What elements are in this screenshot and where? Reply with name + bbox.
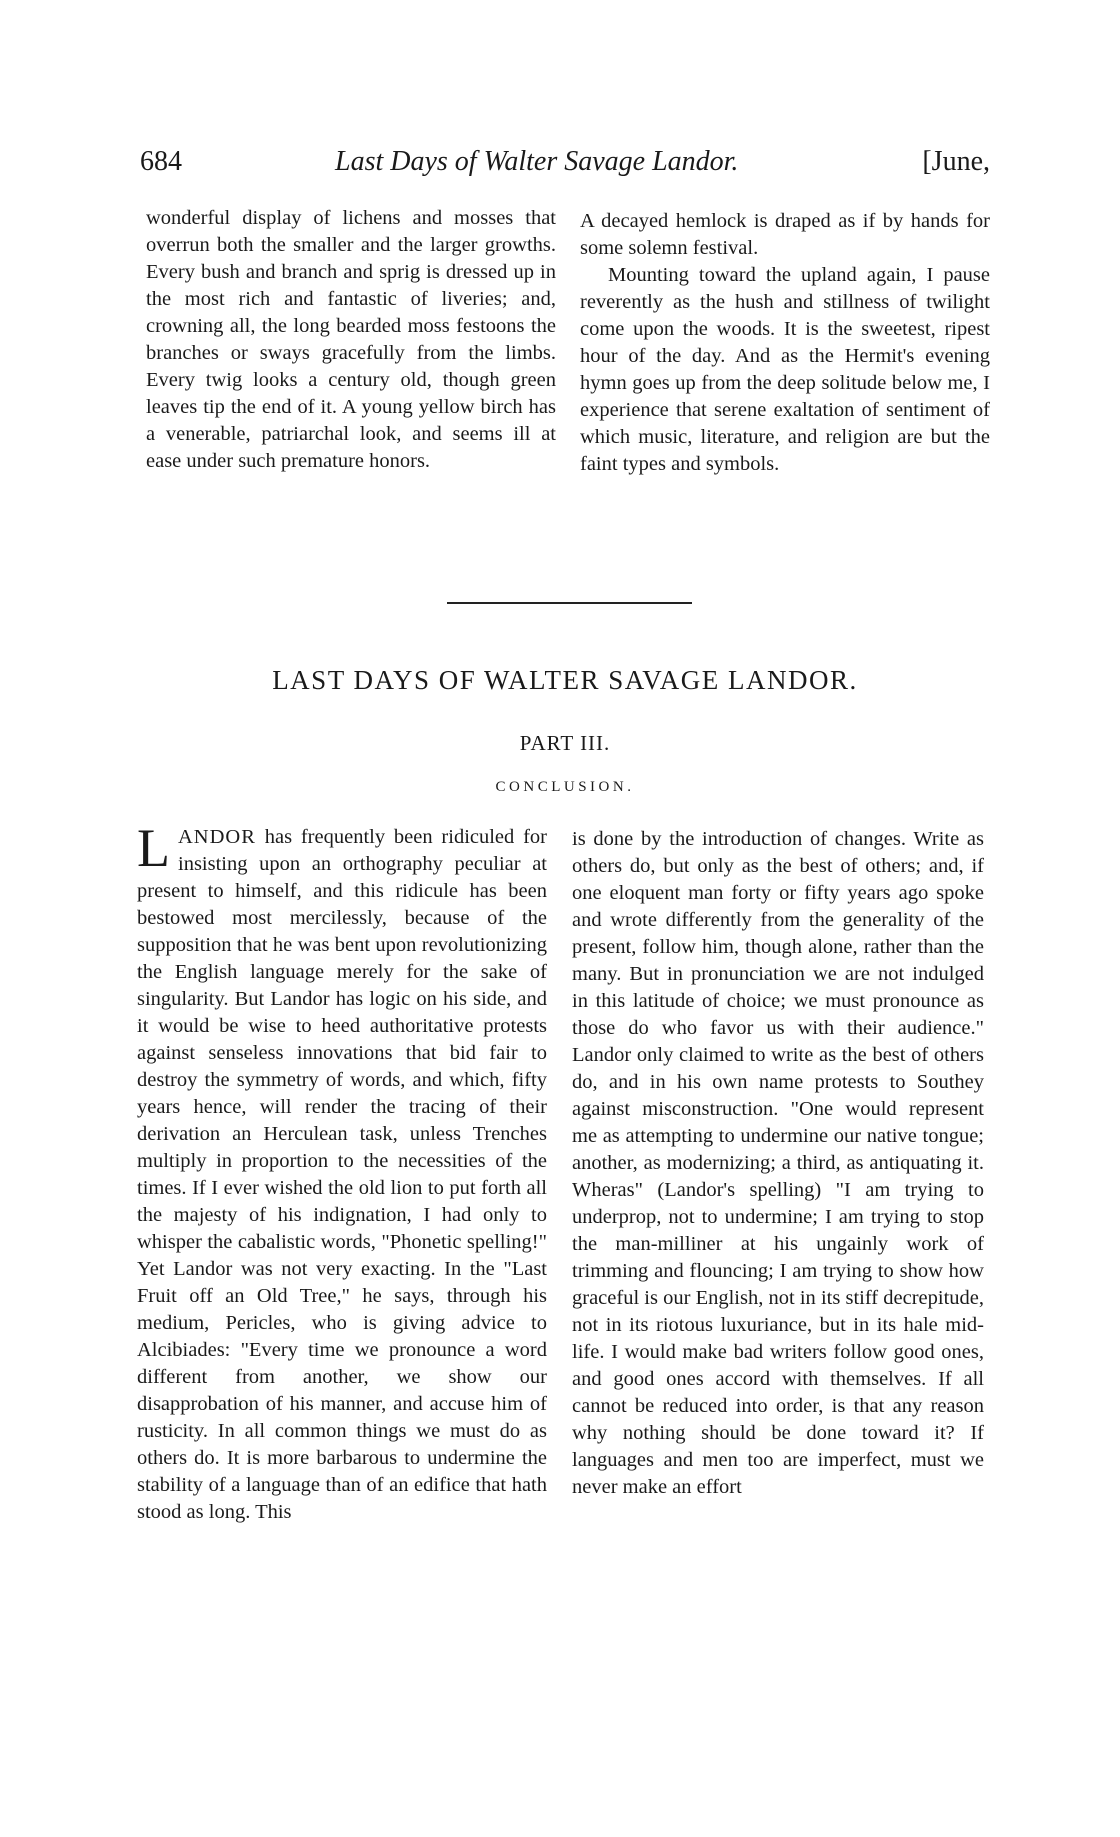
- article-right-column: [572, 826, 984, 1501]
- running-head: [140, 146, 990, 186]
- preceding-right-paragraph-1: A decayed hemlock is draped as if by hands for some solemn festival.: [580, 210, 990, 259]
- preceding-right-paragraph-2: Mounting toward the upland again, I pause reverently as the hush and stillness of twilight come upon the woods. It is the sweetest, ripest hour of the day. And as the Hermit's evening hymn goes up from the deep solitude below me, I experience that serene exaltation of sentiment of which music, literature, and religion are but the faint types and symbols.: [580, 264, 990, 475]
- drop-cap: L: [137, 818, 170, 878]
- article-left-column: [137, 818, 547, 1526]
- page-number: 684: [140, 146, 182, 177]
- article-subtitle: CONCLUSION.: [495, 779, 635, 795]
- article-left-text: has frequently been ridiculed for insisting upon an orthography peculiar at present to himself, and this ridicule has been bestowed most mercilessly, because of the supposition that he was bent upon revolutionizing the English language merely for the sake of singularity. But Landor has logic on his side, and it would be wise to heed authoritative protests against senseless innovations that bid fair to destroy the symmetry of words, and which, fifty years hence, will render the tracing of their derivation an Herculean task, unless Trenches multiply in proportion to the necessities of the times. If I ever wished the old lion to put forth all the majesty of his indignation, I had only to whisper the cabalistic words, "Phonetic spelling!" Yet Landor was not very exacting. In the "Last Fruit off an Old Tree," he says, through his medium, Pericles, who is giving advice to Alcibiades: "Every time we pronounce a word different from another, we show our disapprobation of his manner, and accuse him of rusticity. In all common things we must do as others do. It is more barbarous to undermine the stability of a language than of an edifice that hath stood as long. This: [137, 826, 547, 1523]
- article-opening-paragraph: [137, 818, 547, 1526]
- opening-caps: ANDOR: [178, 826, 256, 848]
- preceding-left-paragraph: wonderful display of lichens and mosses that overrun both the smaller and the larger growths. Every bush and branch and sprig is dressed up in the most rich and fantastic of liveries; and, crowning all, the long bearded moss festoons the branches or sways gracefully from the limbs. Every twig looks a century old, though green leaves tip the end of it. A young yellow birch has a venerable, patriarchal look, and seems ill at ease under such premature honors.: [146, 207, 556, 472]
- running-month: [June,: [922, 146, 990, 177]
- running-title: Last Days of Walter Savage Landor.: [335, 146, 739, 177]
- preceding-article-right-column: [580, 208, 990, 478]
- article-right-text: is done by the introduction of changes. Write as others do, but only as the best of others; and, if one eloquent man forty or fifty years ago spoke and wrote differently from the generality of the present, follow him, though alone, rather than the many. But in pronunciation we are not indulged in this latitude of choice; we must pronounce as those do who favor us with their audience." Landor only claimed to write as the best of others do, and in his own name protests to Southey against misconstruction. "One would represent me as attempting to undermine our native tongue; another, as modernizing; a third, as antiquating it. Wheras" (Landor's spelling) "I am trying to underprop, not to undermine; I am trying to stop the man-milliner at his ungainly work of trimming and flouncing; I am trying to show how graceful is our English, not in its stiff decrepitude, not in its riotous luxuriance, but in its hale mid-life. I would make bad writers follow good ones, and good ones accord with themselves. If all cannot be reduced into order, is that any reason why nothing should be done toward it? If languages and men too are imperfect, must we never make an effort: [572, 828, 984, 1498]
- section-divider: [447, 602, 692, 604]
- article-part: PART III.: [519, 731, 611, 755]
- article-title: LAST DAYS OF WALTER SAVAGE LANDOR.: [272, 665, 858, 695]
- preceding-article-left-column: [146, 205, 556, 475]
